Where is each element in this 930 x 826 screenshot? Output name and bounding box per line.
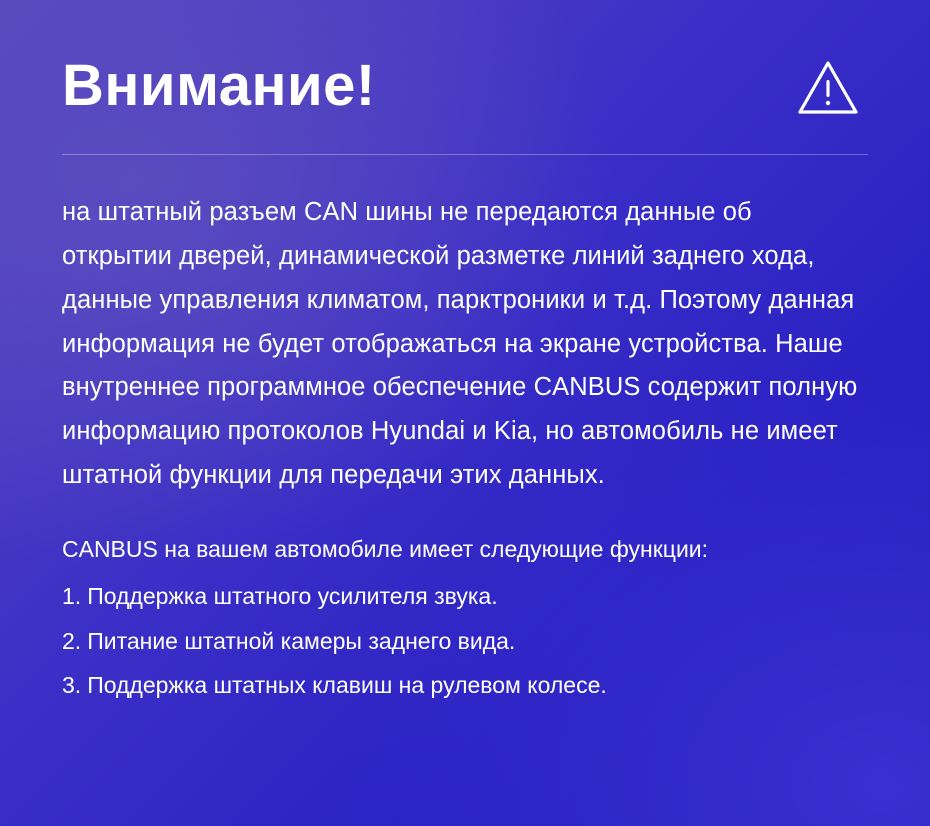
- page-title: Внимание!: [62, 52, 376, 118]
- warning-triangle-icon: [796, 56, 860, 120]
- list-item-number: 2.: [62, 627, 82, 654]
- features-list: [62, 574, 868, 709]
- poster-header: [62, 0, 868, 120]
- features-heading: CANBUS на вашем автомобиле имеет следующие функции:: [62, 536, 709, 563]
- features-section: [62, 532, 868, 708]
- list-item-text: Поддержка штатных клавиш на рулевом колесе.: [87, 672, 607, 699]
- list-item: [62, 574, 868, 619]
- header-divider: [62, 154, 868, 155]
- list-item: [62, 663, 868, 708]
- list-item-text: Поддержка штатного усилителя звука.: [87, 582, 498, 609]
- list-item-number: 3.: [62, 672, 82, 699]
- list-item: [62, 619, 868, 664]
- body-paragraph: на штатный разъем CAN шины не передаются данные об открытии дверей, динамической разметке линий заднего хода, данные управления климатом, парктроники и т.д. Поэтому данная информация не будет отображаться на экране устройства. Наше внутреннее программное обеспечение CANBUS содержит полную информацию протоколов Hyundai и Kia, но автомобиль не имеет штатной функции для передачи этих данных.: [62, 198, 858, 490]
- list-item-number: 1.: [62, 582, 82, 609]
- list-item-text: Питание штатной камеры заднего вида.: [87, 627, 516, 654]
